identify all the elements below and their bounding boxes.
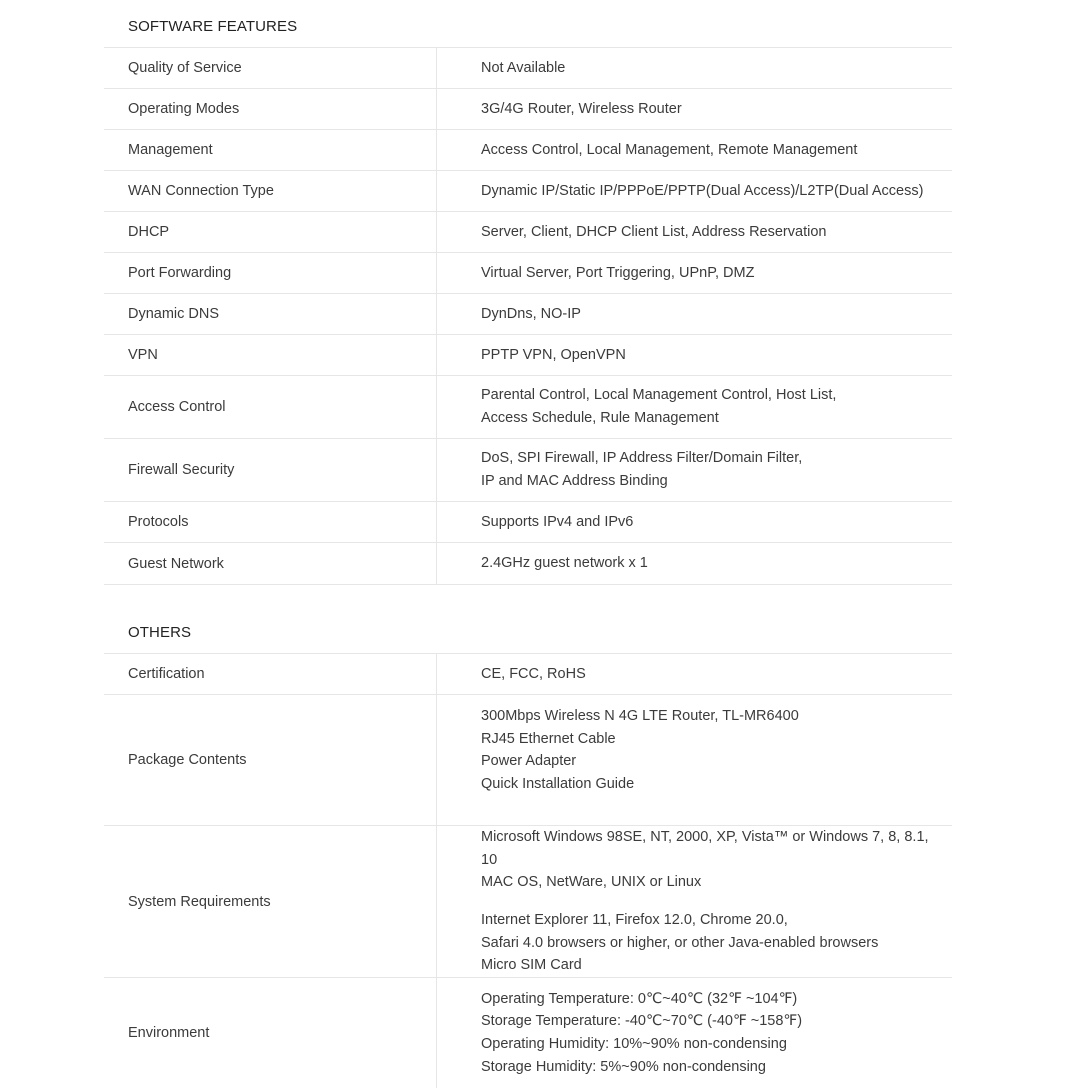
value-line: Dynamic IP/Static IP/PPPoE/PPTP(Dual Access)/L2TP(Dual Access) bbox=[481, 182, 924, 199]
row-value bbox=[437, 335, 952, 375]
value-line: Safari 4.0 browsers or higher, or other Java-enabled browsers bbox=[481, 934, 879, 951]
table-row bbox=[104, 826, 952, 978]
value-line: PPTP VPN, OpenVPN bbox=[481, 346, 626, 363]
row-label: Port Forwarding bbox=[104, 253, 437, 293]
row-value bbox=[437, 253, 952, 293]
row-label: Management bbox=[104, 130, 437, 170]
row-value bbox=[437, 502, 952, 542]
value-line: 3G/4G Router, Wireless Router bbox=[481, 100, 682, 117]
row-label: WAN Connection Type bbox=[104, 171, 437, 211]
row-label: Access Control bbox=[104, 376, 437, 438]
row-label: Dynamic DNS bbox=[104, 294, 437, 334]
row-label: Operating Modes bbox=[104, 89, 437, 129]
table-row bbox=[104, 171, 952, 212]
table-row bbox=[104, 502, 952, 543]
value-blank-line bbox=[481, 894, 942, 909]
section-title-software-features: SOFTWARE FEATURES bbox=[104, 0, 952, 48]
row-value bbox=[437, 978, 952, 1088]
row-label: Package Contents bbox=[104, 695, 437, 825]
row-value bbox=[437, 48, 952, 88]
row-label: Quality of Service bbox=[104, 48, 437, 88]
row-label: Guest Network bbox=[104, 543, 437, 584]
row-value bbox=[437, 294, 952, 334]
value-line: Micro SIM Card bbox=[481, 957, 582, 974]
value-line: RJ45 Ethernet Cable bbox=[481, 730, 616, 747]
row-value bbox=[437, 376, 952, 438]
value-line: Not Available bbox=[481, 59, 566, 76]
table-row bbox=[104, 335, 952, 376]
table-row bbox=[104, 978, 952, 1088]
value-line: Internet Explorer 11, Firefox 12.0, Chrome 20.0, bbox=[481, 912, 788, 929]
value-line: Quick Installation Guide bbox=[481, 775, 635, 792]
value-line: DoS, SPI Firewall, IP Address Filter/Domain Filter, bbox=[481, 450, 803, 467]
value-line: Access Control, Local Management, Remote Management bbox=[481, 141, 858, 158]
row-label: VPN bbox=[104, 335, 437, 375]
section-gap bbox=[104, 585, 952, 619]
table-row bbox=[104, 253, 952, 294]
row-value bbox=[437, 212, 952, 252]
value-line: CE, FCC, RoHS bbox=[481, 665, 586, 682]
software-features-table bbox=[104, 48, 952, 585]
row-label: Protocols bbox=[104, 502, 437, 542]
table-row bbox=[104, 89, 952, 130]
value-line: Microsoft Windows 98SE, NT, 2000, XP, Vista™ or Windows 7, 8, 8.1, 10 bbox=[481, 829, 929, 868]
row-label: DHCP bbox=[104, 212, 437, 252]
others-table bbox=[104, 654, 952, 1088]
row-value bbox=[437, 826, 952, 977]
table-row bbox=[104, 294, 952, 335]
value-line: Parental Control, Local Management Control, Host List, bbox=[481, 387, 837, 404]
row-value bbox=[437, 695, 952, 825]
value-line: IP and MAC Address Binding bbox=[481, 473, 668, 489]
row-value bbox=[437, 130, 952, 170]
value-line: MAC OS, NetWare, UNIX or Linux bbox=[481, 874, 702, 891]
row-value bbox=[437, 171, 952, 211]
row-value bbox=[437, 654, 952, 694]
table-row bbox=[104, 543, 952, 585]
table-row bbox=[104, 212, 952, 253]
row-label: Environment bbox=[104, 978, 437, 1088]
value-line: Server, Client, DHCP Client List, Address Reservation bbox=[481, 223, 827, 240]
section-title-others: OTHERS bbox=[104, 619, 952, 654]
row-value bbox=[437, 439, 952, 501]
value-line: Operating Humidity: 10%~90% non-condensing bbox=[481, 1036, 787, 1052]
table-row bbox=[104, 376, 952, 439]
value-line: Power Adapter bbox=[481, 753, 577, 770]
table-row bbox=[104, 130, 952, 171]
value-line: 300Mbps Wireless N 4G LTE Router, TL-MR6400 bbox=[481, 708, 799, 724]
table-row bbox=[104, 695, 952, 826]
row-value bbox=[437, 543, 952, 584]
row-value bbox=[437, 89, 952, 129]
value-line: 2.4GHz guest network x 1 bbox=[481, 555, 648, 572]
row-label: Certification bbox=[104, 654, 437, 694]
value-line: DynDns, NO-IP bbox=[481, 305, 581, 322]
value-line: Access Schedule, Rule Management bbox=[481, 410, 719, 426]
value-line: Supports IPv4 and IPv6 bbox=[481, 513, 634, 530]
value-line: Operating Temperature: 0℃~40℃ (32℉ ~104℉) bbox=[481, 990, 798, 1007]
table-row bbox=[104, 654, 952, 695]
row-label: Firewall Security bbox=[104, 439, 437, 501]
row-label: System Requirements bbox=[104, 826, 437, 977]
spec-page bbox=[104, 0, 952, 1088]
value-line: Virtual Server, Port Triggering, UPnP, DMZ bbox=[481, 264, 755, 281]
table-row bbox=[104, 439, 952, 502]
value-line: Storage Humidity: 5%~90% non-condensing bbox=[481, 1058, 766, 1075]
table-row bbox=[104, 48, 952, 89]
value-line: Storage Temperature: -40℃~70℃ (-40℉ ~158℉) bbox=[481, 1013, 803, 1030]
